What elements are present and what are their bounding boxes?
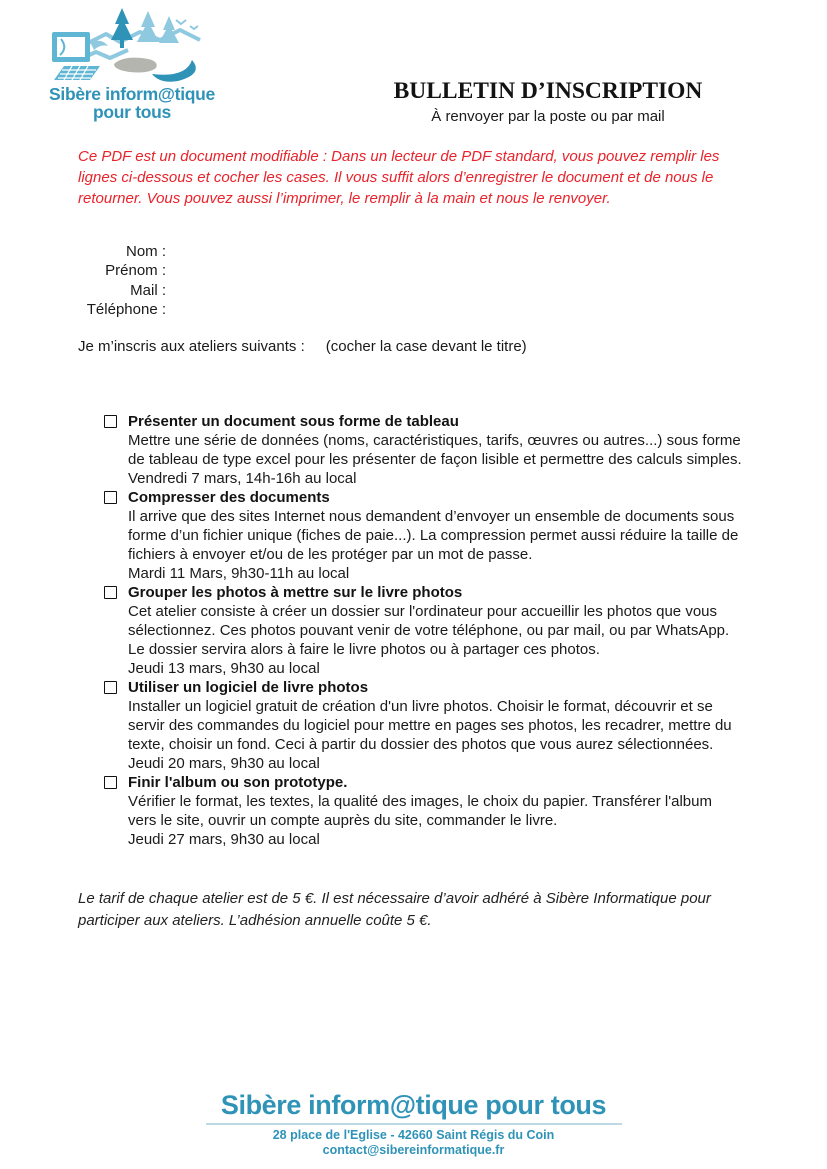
prenom-input[interactable] [172,262,498,280]
workshop-description: Cet atelier consiste à créer un dossier sur l'ordinateur pour accueillir les photos que vous sélectionnez. Ces photos pouvant venir de votre téléphone, ou par mail, ou par WhatsApp. Le dossier servira alors à faire le livre photos ou à partager ces photos. [128,603,730,658]
workshop-checkbox-finir-album[interactable] [104,776,117,789]
workshop-checkbox-compresser[interactable] [104,491,117,504]
logo-text [46,86,218,121]
workshop-title: Finir l'album ou son prototype. [128,774,348,791]
footer-org-name: Sibère inform@tique pour tous [220,1090,607,1120]
mail-label: Mail : [130,281,166,299]
workshop-item-compresser [78,488,742,583]
form-row-prenom [78,262,498,282]
nom-input[interactable] [172,242,498,260]
telephone-input[interactable] [172,301,498,319]
logo [46,8,218,121]
tariff-note: Le tarif de chaque atelier est de 5 €. Il est nécessaire d’avoir adhéré à Sibère Informatique pour participer aux ateliers. L’adhésion annuelle coûte 5 €. [78,890,711,929]
workshop-item-tableau [78,412,742,488]
prenom-label: Prénom : [105,262,166,279]
workshop-item-finir-album [78,773,742,849]
workshop-date: Mardi 11 Mars, 9h30-11h au local [128,565,350,582]
workshop-date: Jeudi 20 mars, 9h30 au local [128,755,320,772]
nom-label: Nom : [125,242,166,260]
page-subtitle: À renvoyer par la poste ou par mail [431,108,665,125]
workshop-title: Grouper les photos à mettre sur le livre photos [128,584,463,601]
workshop-item-grouper-photos [78,583,742,678]
form-row-mail [78,281,498,301]
enroll-intro-line [78,338,527,355]
workshop-checkbox-logiciel-livre[interactable] [104,681,117,694]
editable-pdf-notice: Ce PDF est un document modifiable : Dans un lecteur de PDF standard, vous pouvez remplir les lignes ci-dessous et cocher les cases. Il vous suffit alors d’enregistrer le document et de nous le retourner. Vous pouvez aussi l’imprimer, le remplir à la main et nous le renvoyer. [78,148,720,207]
form-row-telephone [78,301,498,321]
mail-input[interactable] [172,281,498,299]
footer-email: contact@sibereinformatique.fr [322,1142,505,1157]
telephone-label: Téléphone : [86,301,166,318]
logo-text-line1: Sibère inform@tique [49,84,215,104]
workshop-title: Compresser des documents [128,489,330,506]
workshop-title: Présenter un document sous forme de tableau [128,413,459,430]
workshop-item-logiciel-livre [78,678,742,773]
title-block [332,78,764,125]
logo-illustration [48,8,216,84]
page-title: BULLETIN D’INSCRIPTION [393,78,703,104]
workshop-checkbox-grouper-photos[interactable] [104,586,117,599]
footer-divider [206,1123,622,1125]
form-row-nom [78,242,498,262]
workshop-description: Mettre une série de données (noms, caractéristiques, tarifs, œuvres ou autres...) sous forme de tableau de type excel pour les présenter de façon lisible et permettre des calculs simples. [128,432,742,468]
workshop-description: Vérifier le format, les textes, la qualité des images, le choix du papier. Transférer l'album vers le site, ouvrir un compte auprès du site, commander le livre. [128,793,712,829]
workshop-date: Vendredi 7 mars, 14h-16h au local [128,470,357,487]
logo-text-line2: pour tous [93,101,171,122]
contact-form [78,242,498,320]
workshop-description: Installer un logiciel gratuit de création d'un livre photos. Choisir le format, découvrir et se servir des commandes du logiciel pour mettre en pages ses photos, les recadrer, mettre du texte, choisir un fond. Ceci à partir du dossier des photos que vous aurez sélectionnées. [128,698,732,753]
enroll-intro-text: Je m’inscris aux ateliers suivants : [78,338,305,355]
workshops-list [78,412,742,849]
enroll-hint-text: (cocher la case devant le titre) [325,338,527,355]
footer-address: 28 place de l'Eglise - 42660 Saint Régis du Coin [272,1128,555,1142]
workshop-description: Il arrive que des sites Internet nous demandent d’envoyer un ensemble de documents sous forme d’un fichier unique (fiches de paie...). La compression permet aussi réduire la taille de fichiers à envoyer et/ou de les protéger par un mot de passe. [128,508,739,563]
workshop-date: Jeudi 13 mars, 9h30 au local [128,660,320,677]
workshop-date: Jeudi 27 mars, 9h30 au local [128,831,320,848]
workshop-title: Utiliser un logiciel de livre photos [128,679,369,696]
workshop-checkbox-tableau[interactable] [104,415,117,428]
footer [0,1090,827,1157]
